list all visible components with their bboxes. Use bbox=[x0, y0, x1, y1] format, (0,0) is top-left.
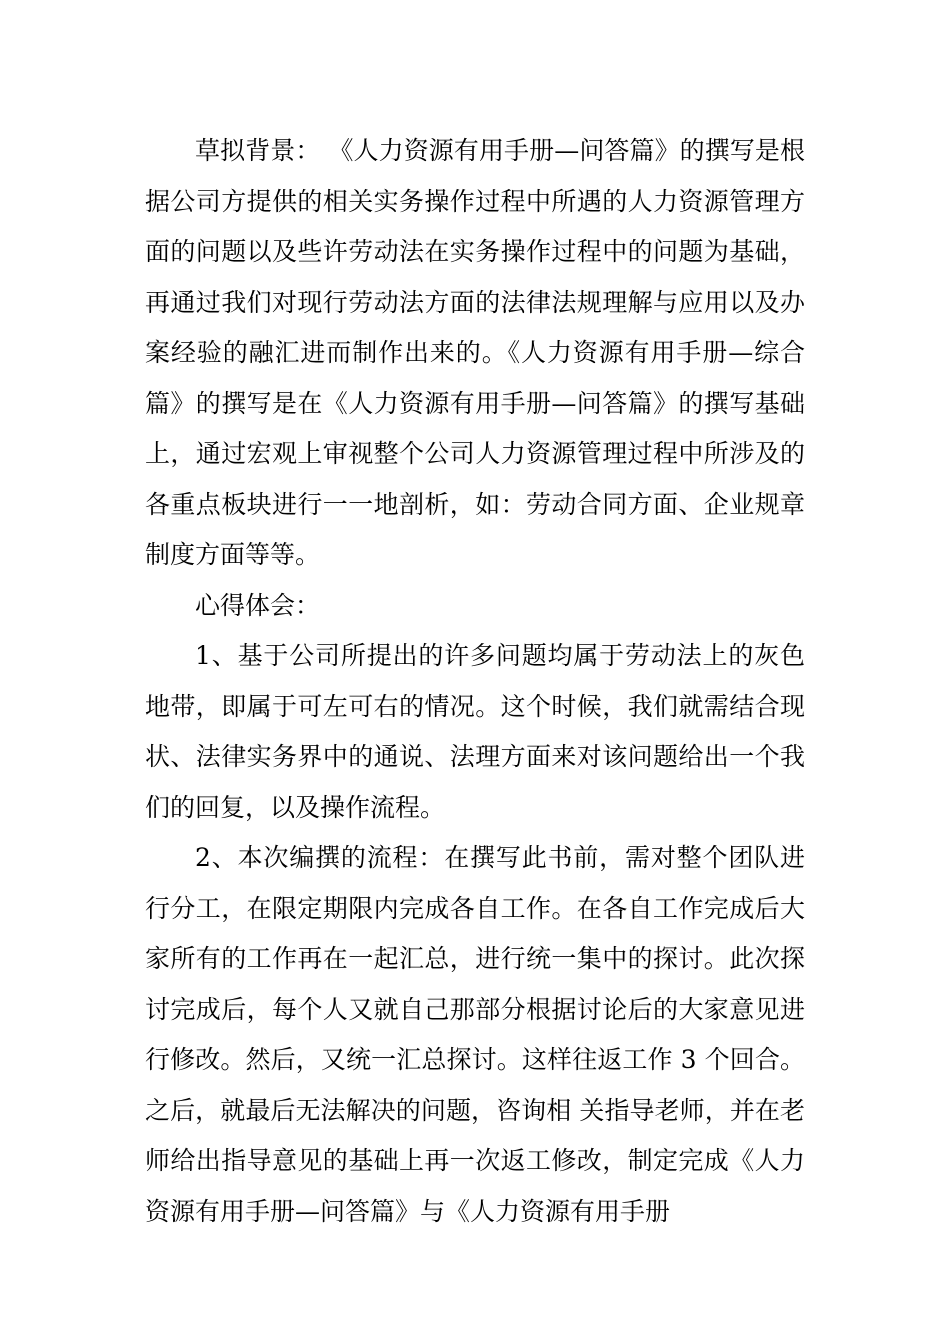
paragraph-background: 草拟背景： 《人力资源有用手册—问答篇》的撰写是根据公司方提供的相关实务操作过程中所遇的人力资源管理方面的问题以及些许劳动法在实务操作过程中的问题为基础，再通过我们对现行劳动法方面的法律法规理解与应用以及办案经验的融汇进而制作出来的。《人力资源有用手册—综合篇》的撰写是在《人力资源有用手册—问答篇》的撰写基础上，通过宏观上审视整个公司人力资源管理过程中所涉及的各重点板块进行一一地剖析，如：劳动合同方面、企业规章制度方面等等。 bbox=[145, 136, 805, 569]
paragraph-heading-experience: 心得体会： bbox=[195, 590, 321, 620]
document-body bbox=[145, 126, 805, 1237]
paragraph-point-2: 2、本次编撰的流程：在撰写此书前，需对整个团队进行分工，在限定期限内完成各自工作。在各自工作完成后大家所有的工作再在一起汇总，进行统一集中的探讨。此次探讨完成后，每个人又就自己那部分根据讨论后的大家意见进行修改。然后，又统一汇总探讨。这样往返工作 3 个回合。之后，就最后无法解决的问题，咨询相 关指导老师，并在老师给出指导意见的基础上再一次返工修改，制定完成《人力资源有用手册—问答篇》与《人力资源有用手册 bbox=[145, 843, 805, 1226]
paragraph-point-1: 1、基于公司所提出的许多问题均属于劳动法上的灰色地带，即属于可左可右的情况。这个时候，我们就需结合现状、法律实务界中的通说、法理方面来对该问题给出一个我们的回复，以及操作流程。 bbox=[145, 641, 805, 822]
